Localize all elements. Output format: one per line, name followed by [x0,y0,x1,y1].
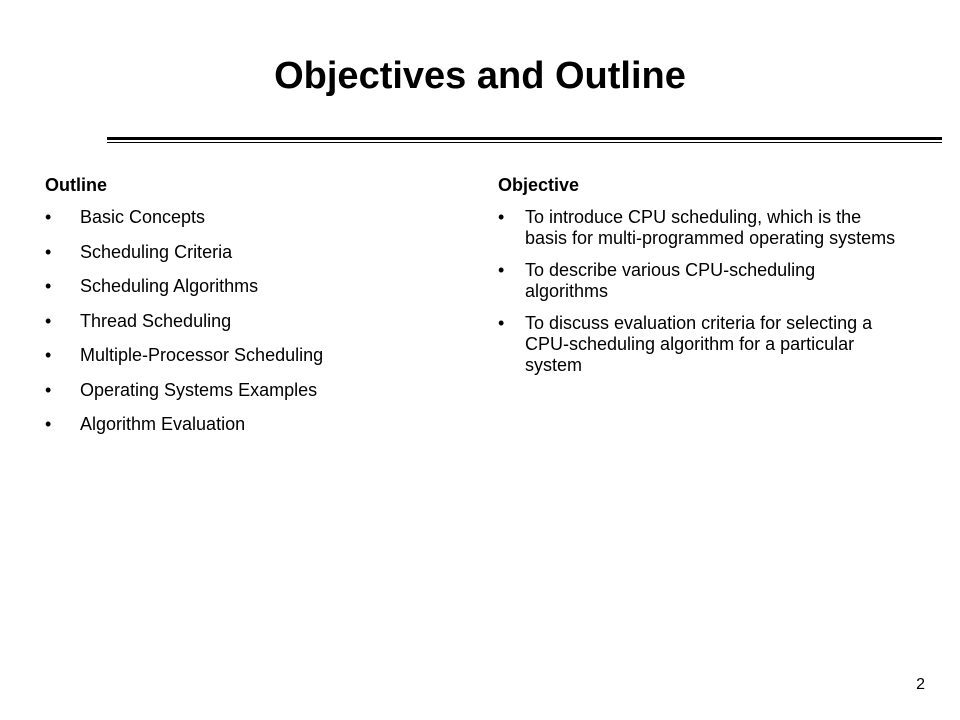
bullet-icon: • [45,379,52,400]
objective-item-text: To discuss evaluation criteria for selecting a CPU-scheduling algorithm for a particular system [525,313,873,375]
objective-item-text: To introduce CPU scheduling, which is the basis for multi-programmed operating systems [525,207,896,248]
title-divider-thick [107,137,942,140]
bullet-icon: • [498,207,505,227]
objective-item [498,260,898,302]
bullet-icon: • [498,313,505,333]
objective-item [498,313,898,376]
outline-item [45,311,455,332]
outline-column [45,172,455,449]
title-divider-thin [107,142,942,143]
objective-item-text: To describe various CPU-scheduling algorithms [525,260,816,301]
outline-item-text: Algorithm Evaluation [80,414,246,434]
outline-heading: Outline [45,175,107,195]
bullet-icon: • [45,276,52,296]
outline-item-text: Scheduling Criteria [80,241,233,262]
objective-heading: Objective [498,175,580,195]
outline-item [45,207,455,228]
outline-item-text: Thread Scheduling [80,310,232,331]
outline-item-text: Multiple-Processor Scheduling [80,345,324,365]
objective-item [498,207,898,249]
outline-item [45,242,455,263]
bullet-icon: • [45,207,52,227]
objective-list [498,207,898,376]
page-number: 2 [916,676,925,693]
outline-item-text: Operating Systems Examples [80,379,318,400]
outline-item [45,414,455,435]
outline-item [45,345,455,366]
bullet-icon: • [45,310,52,331]
bullet-icon: • [45,345,52,365]
objective-column [498,172,898,387]
bullet-icon: • [498,260,505,280]
slide-title: Objectives and Outline [274,55,686,97]
outline-item [45,276,455,297]
outline-item [45,380,455,401]
bullet-icon: • [45,414,52,434]
bullet-icon: • [45,241,52,262]
outline-item-text: Scheduling Algorithms [80,276,259,296]
outline-list [45,207,455,435]
outline-item-text: Basic Concepts [80,207,206,227]
